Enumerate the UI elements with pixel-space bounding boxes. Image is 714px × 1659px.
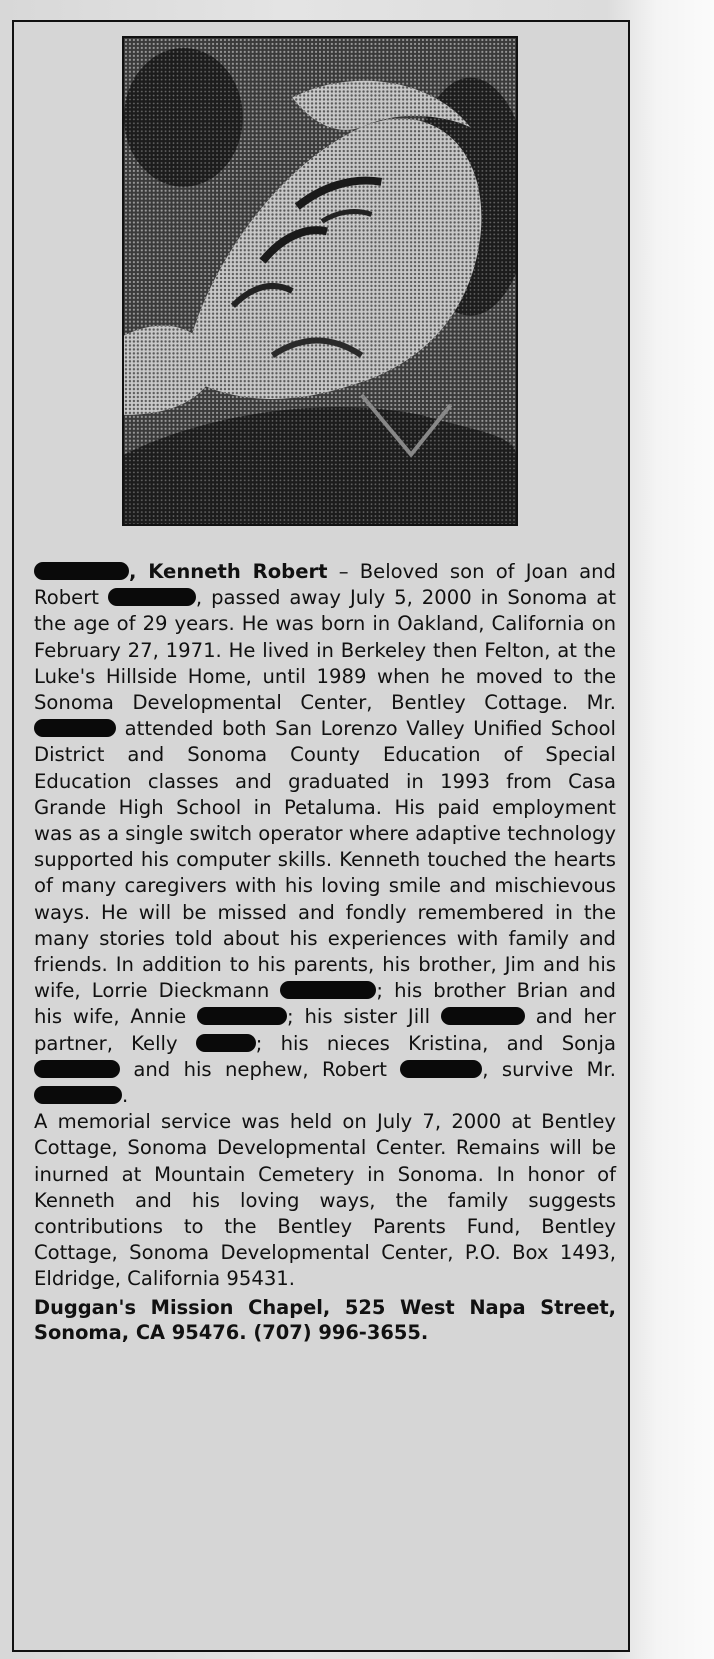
redaction-bar — [441, 1007, 525, 1025]
name-dash: – — [327, 560, 360, 583]
redaction-bar — [108, 588, 196, 606]
portrait-photo-image — [124, 38, 516, 524]
obituary-text-segment: attended both San Lorenzo Valley Unified School District and Sonoma County Education of Special Education classes and graduated in 1993 from Casa Grande High School in Petaluma. His paid employment was as a single switch operator where adaptive technology supported his computer skills. Kenneth touched the hearts of many caregivers with his loving smile and mischievous ways. He will be missed and fondly remembered in the many stories told about his experiences with family and friends. In addition to his parents, his brother, Jim and his wife, Lorrie Dieckmann — [34, 717, 616, 1003]
obituary-text-segment: , passed away July 5, 2000 in Sonoma at the age of 29 years. He was born in Oakland, California on February 27, 1971. He lived in Berkeley then Felton, at the Luke's Hillside Home, until 1989 when he moved to the Sonoma Developmental Center, Bentley Cottage. Mr. — [34, 586, 616, 715]
portrait-photo — [122, 36, 518, 526]
obituary-text-segment: and her partner, Kelly — [34, 1005, 616, 1055]
redaction-bar — [34, 1060, 120, 1078]
obituary-text — [34, 559, 616, 1345]
redaction-bar — [196, 1034, 256, 1052]
redaction-bar — [400, 1060, 482, 1078]
redaction-bar — [34, 719, 116, 737]
obituary-text-segment: Beloved son of Joan and Robert — [34, 560, 616, 610]
obituary-paragraph-2: A memorial service was held on July 7, 2000 at Bentley Cottage, Sonoma Developmental Center. Remains will be inurned at Mountain Cemetery in Sonoma. In honor of Kenneth and his loving ways, the family suggests contributions to the Bentley Parents Fund, Bentley Cottage, Sonoma Developmental Center, P.O. Box 1493, Eldridge, California 95431. — [34, 1110, 616, 1291]
obituary-text-segment: . — [122, 1084, 129, 1108]
redaction-bar — [34, 1086, 122, 1104]
obituary-text-segment: ; his sister Jill — [287, 1005, 441, 1029]
redaction-bar — [34, 562, 129, 580]
obituary-paragraph-1 — [34, 559, 616, 1109]
obituary-clipping — [12, 20, 630, 1652]
redaction-bar — [197, 1007, 287, 1025]
obituary-text-segment: ; his brother Brian and his wife, Annie — [34, 979, 616, 1029]
obituary-text-segment: , survive Mr. — [482, 1057, 616, 1081]
redaction-bar — [280, 981, 376, 999]
name-suffix: , — [129, 560, 149, 583]
deceased-name: Kenneth Robert — [148, 560, 328, 583]
obituary-text-segment: ; his nieces Kristina, and Sonja — [255, 1031, 616, 1055]
obituary-text-segment: and his nephew, Robert — [120, 1057, 401, 1081]
funeral-home-notice: Duggan's Mission Chapel, 525 West Napa Street, Sonoma, CA 95476. (707) 996-3655. — [34, 1295, 616, 1344]
